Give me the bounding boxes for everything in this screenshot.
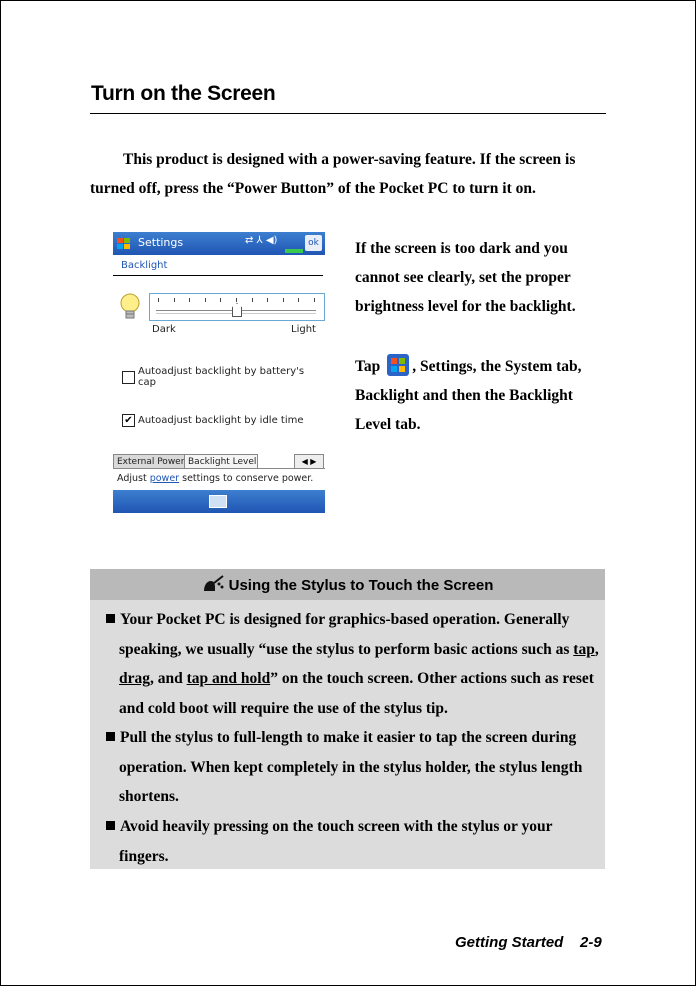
slider-tick <box>314 298 315 302</box>
bullet-2-text: Pull the stylus to full-length to make it easier to tap the screen during operation. When kept completely in the stylus holder, the stylus length shortens. <box>119 729 583 805</box>
bullet-square-icon <box>106 821 115 830</box>
idle-checkbox-label: Autoadjust backlight by idle time <box>138 415 304 426</box>
slider-tick <box>298 298 299 302</box>
tip-bullet-3 <box>98 812 603 871</box>
tap-comma: , the <box>472 358 505 375</box>
tab-rule <box>113 468 325 469</box>
backlight-level-word: Backlight Level <box>355 387 573 433</box>
slider-tick <box>205 298 206 302</box>
battery-checkbox[interactable] <box>122 371 135 384</box>
bullet-1-sep2: , and <box>150 670 187 687</box>
slider-tick <box>189 298 190 302</box>
battery-checkbox-label: Autoadjust backlight by battery's cap <box>138 366 305 388</box>
slider-tick <box>236 298 237 302</box>
adjust-text <box>117 473 313 484</box>
page-footer <box>455 934 602 951</box>
tab-backlight-level[interactable]: Backlight Level <box>184 454 258 469</box>
page-title: Turn on the Screen <box>91 82 276 105</box>
bullet-1-pre: Your Pocket PC is designed for graphics-based operation. Generally speaking, we usually “use the stylus to perform basic actions such as <box>119 611 574 658</box>
settings-word: Settings <box>420 358 473 375</box>
adjust-suffix: settings to conserve power. <box>179 473 314 484</box>
tip-bullet-2 <box>98 723 603 812</box>
tip-title-text: Using the Stylus to Touch the Screen <box>228 577 494 594</box>
bullet-3-text: Avoid heavily pressing on the touch screen with the stylus or your fingers. <box>119 818 553 865</box>
status-icons: ⇄ ⅄ ◀) <box>245 235 278 246</box>
tab-scroll-arrows[interactable]: ◀ ▶ <box>294 454 324 469</box>
tap-and-hold-term: tap and hold <box>186 670 271 687</box>
side-paragraph-1: If the screen is too dark and you cannot see clearly, set the proper brightness level for the backlight. <box>355 240 576 315</box>
slider-tick <box>174 298 175 302</box>
stylus-tip-box <box>90 569 605 869</box>
slider-tick <box>220 298 221 302</box>
slider-tick <box>252 298 253 302</box>
tap-term: tap <box>573 640 595 658</box>
screenshot-title: Settings <box>138 236 184 249</box>
tip-header <box>90 569 605 600</box>
drag-term: drag <box>119 670 150 687</box>
start-menu-icon <box>386 353 410 377</box>
screenshot-menubar <box>113 490 325 513</box>
light-label: Light <box>291 324 316 335</box>
footer-page-number: 2-9 <box>580 934 602 951</box>
backlight-screenshot <box>113 232 325 513</box>
tip-title <box>90 575 605 594</box>
title-rule <box>90 113 606 114</box>
tap-tab-and: tab, <box>552 358 582 375</box>
slider-tick <box>283 298 284 302</box>
bullet-1-post: ” on the touch screen. Other actions such as reset and cold boot will require the use of the stylus tip. <box>119 670 594 717</box>
tabs-row <box>113 454 325 468</box>
side-paragraph-2: Tap , Settings, the System tab, Backlight and then the Backlight Level tab. <box>355 352 605 439</box>
keyboard-icon[interactable] <box>209 495 227 508</box>
windows-start-icon <box>116 236 132 252</box>
tip-bullet-1 <box>98 605 603 723</box>
bullet-square-icon <box>106 732 115 741</box>
bullet-1-sep1: , <box>594 640 599 658</box>
backlight-word: Backlight <box>355 387 419 404</box>
ok-button[interactable]: ok <box>305 235 322 251</box>
screenshot-titlebar <box>113 232 325 255</box>
brightness-slider[interactable] <box>149 293 325 321</box>
intro-paragraph: This product is designed with a power-saving feature. If the screen is turned off, press the “Power Button” of the Pocket PC to turn it on. <box>90 151 576 197</box>
tap-and-then: and then the <box>418 387 510 404</box>
battery-icon <box>285 249 303 253</box>
power-link[interactable]: power <box>149 473 180 484</box>
system-word: System <box>504 358 553 375</box>
backlight-heading: Backlight <box>121 260 168 271</box>
adjust-prefix: Adjust <box>117 473 150 484</box>
lightbulb-icon <box>119 292 141 322</box>
heading-rule <box>113 275 323 276</box>
tap-tab-end: tab. <box>391 416 421 433</box>
tab-external-power[interactable]: External Power <box>113 454 187 469</box>
idle-checkbox[interactable]: ✔ <box>122 414 135 427</box>
stylus-hand-icon <box>202 575 224 593</box>
slider-tick <box>267 298 268 302</box>
slider-tick <box>158 298 159 302</box>
tap-word: Tap <box>355 358 381 375</box>
slider-thumb[interactable] <box>232 303 242 317</box>
dark-label: Dark <box>152 324 176 335</box>
bullet-square-icon <box>106 614 115 623</box>
footer-section: Getting Started <box>455 934 564 951</box>
